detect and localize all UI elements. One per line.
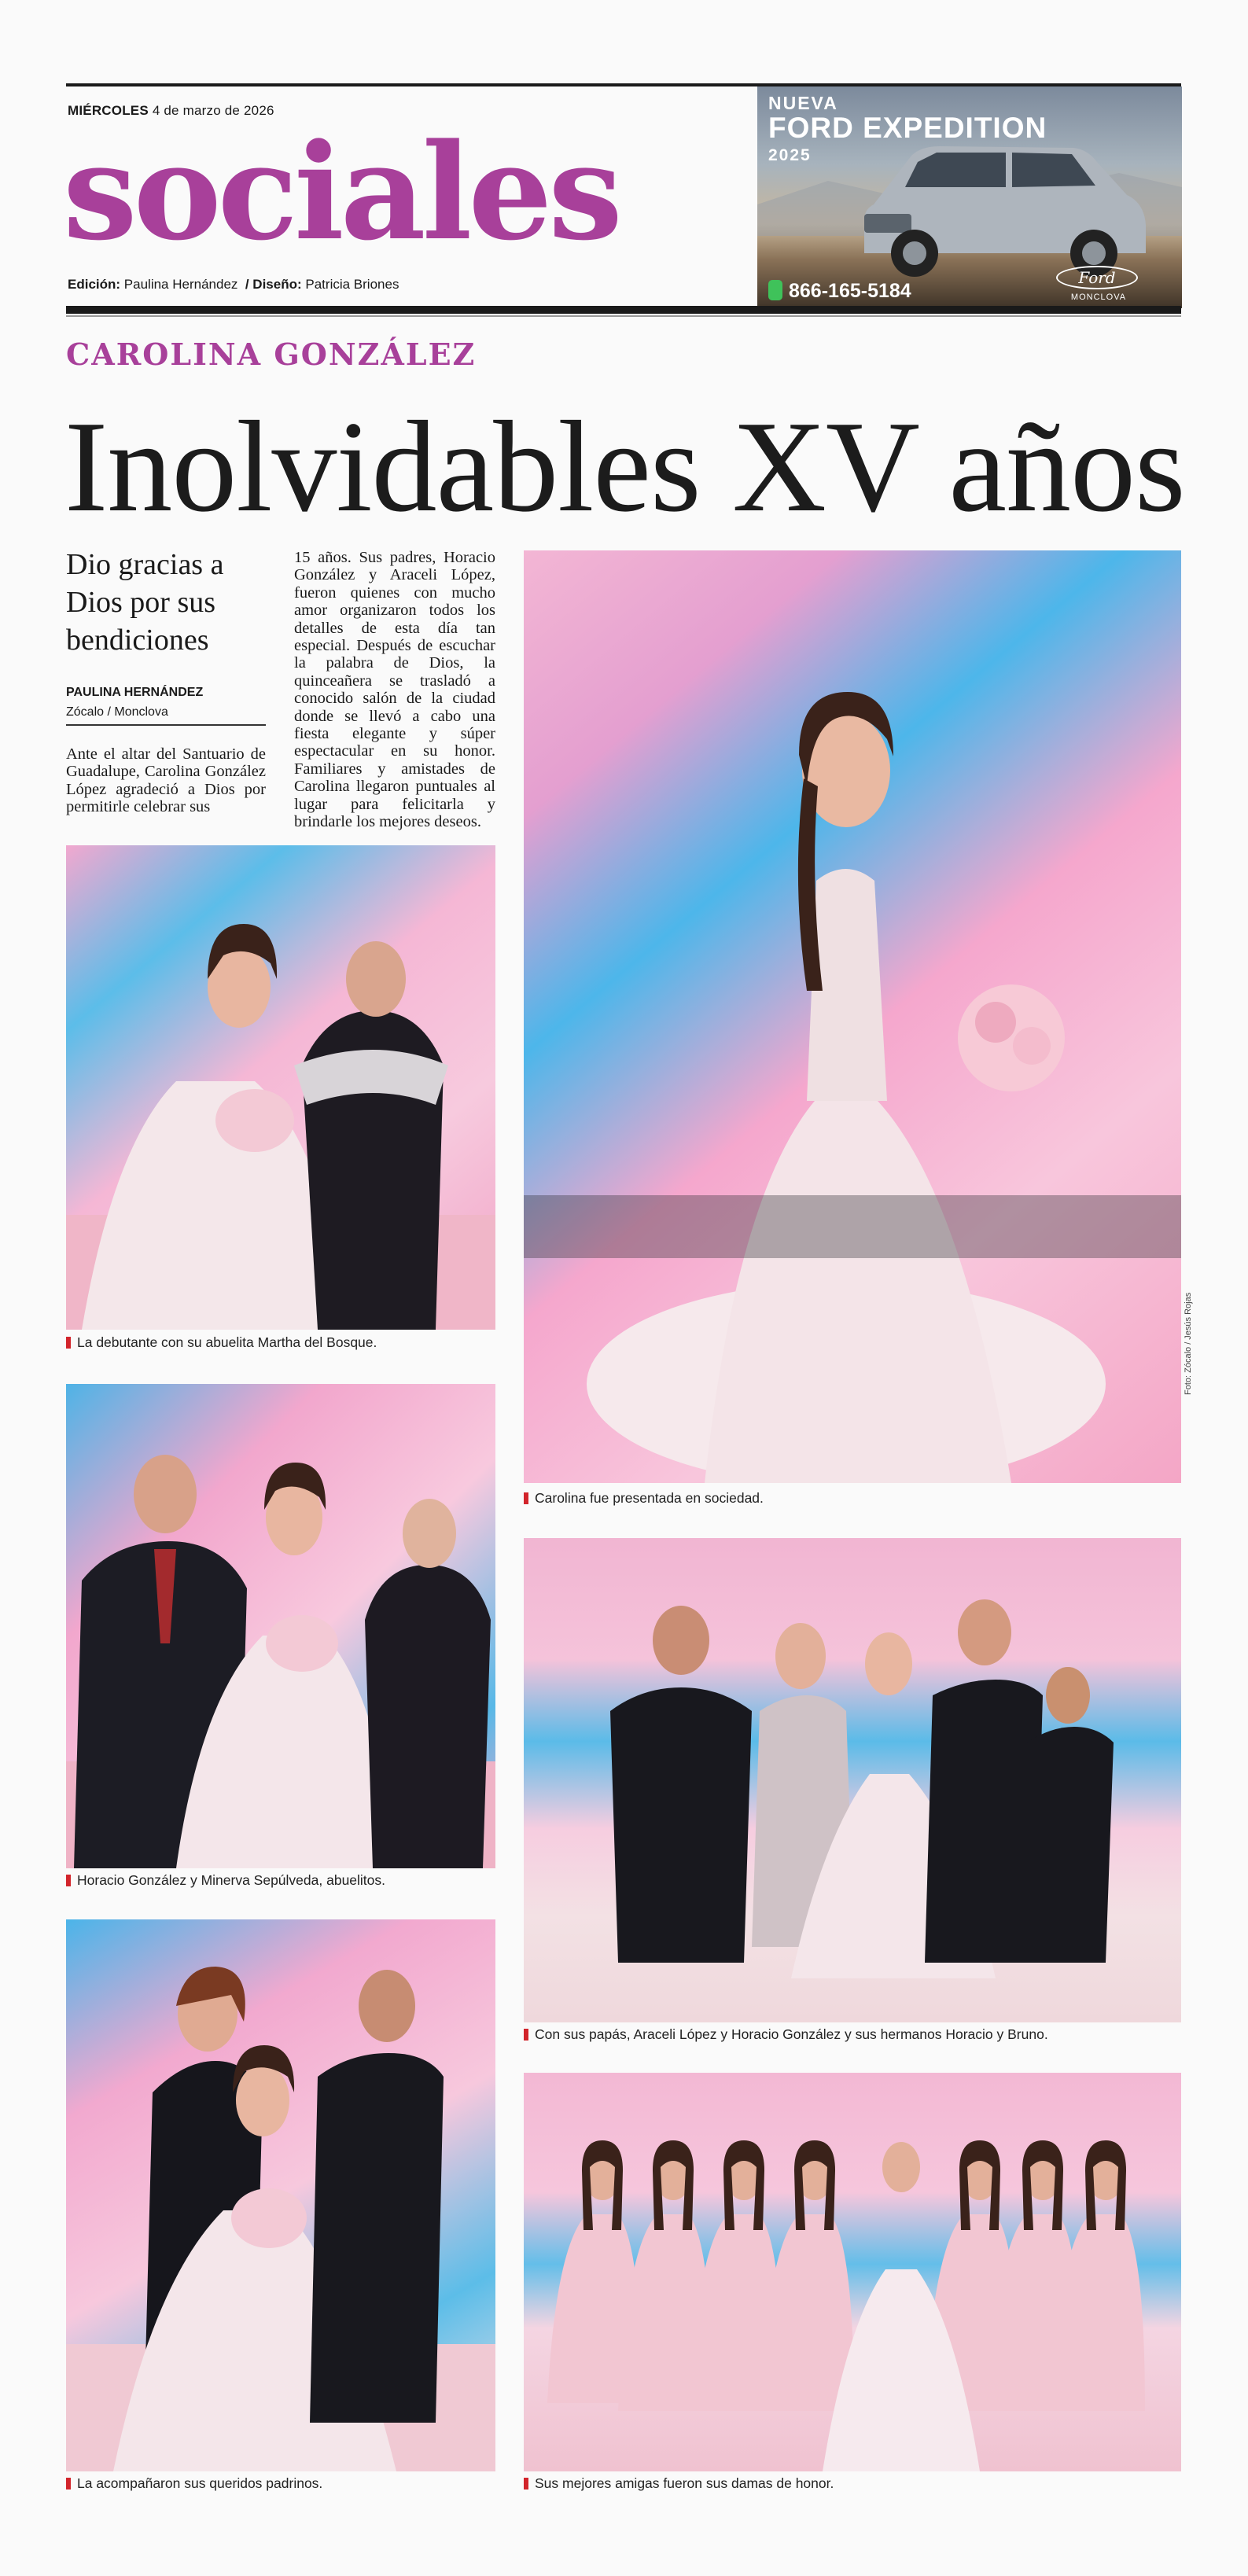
photo-credit: Foto: Zócalo / Jesús Rojas	[1184, 1292, 1193, 1395]
article-headline: Inolvidables XV años	[64, 394, 1185, 539]
ad-tag: NUEVA	[768, 93, 838, 113]
article-body-col2: 15 años. Sus padres, Horacio González y Araceli López, fueron quienes con mucho amor organizaron todos los detalles de esta día tan especial. Después de escuchar la palabra de Dios, la quinceañera se trasladó a conocido salón de la ciudad donde se llevó a cabo una fiesta elegante y súper espectacular en su honor. Familiares y amistades de Carolina llegaron puntuales al lugar para felicitarla y brindarle los mejores deseos.	[294, 549, 495, 831]
photo-damas	[524, 2073, 1181, 2471]
caption-main	[524, 1490, 764, 1507]
byline-rule	[66, 724, 266, 726]
article-kicker: CAROLINA GONZÁLEZ	[66, 337, 477, 372]
diseno-label: / Diseño:	[245, 277, 302, 292]
caption-marker	[524, 1492, 528, 1504]
article-subhead: Dio gracias a Dios por sus bendiciones	[66, 548, 224, 657]
whatsapp-icon	[768, 280, 782, 300]
caption-padrinos-text: La acompañaron sus queridos padrinos.	[77, 2475, 323, 2491]
photo-damas-figures	[524, 2073, 1181, 2471]
caption-damas-text: Sus mejores amigas fueron sus damas de honor.	[535, 2475, 834, 2491]
ad-phone-number: 866-165-5184	[789, 280, 911, 302]
photo-familia-figures	[524, 1538, 1181, 2022]
ad-year: 2025	[768, 146, 812, 164]
caption-damas	[524, 2475, 834, 2492]
edition-credits	[68, 277, 399, 293]
caption-padrinos	[66, 2475, 322, 2492]
ad-phone[interactable]	[768, 280, 911, 303]
dateline-day: MIÉRCOLES	[68, 103, 149, 118]
caption-abuelitos	[66, 1872, 385, 1889]
caption-marker	[66, 1337, 71, 1349]
masthead-bottom-rule	[66, 306, 1181, 314]
caption-marker	[524, 2478, 528, 2490]
caption-marker	[524, 2029, 528, 2041]
caption-familia-text: Con sus papás, Araceli López y Horacio González y sus hermanos Horacio y Bruno.	[535, 2026, 1048, 2042]
photo-familia	[524, 1538, 1181, 2022]
section-title: sociales	[63, 114, 619, 270]
byline-author: PAULINA HERNÁNDEZ	[66, 686, 204, 699]
photo-abuela-figures	[66, 845, 495, 1330]
ford-expedition-ad[interactable]	[757, 86, 1182, 308]
caption-abuela-text: La debutante con su abuelita Martha del Bosque.	[77, 1334, 377, 1350]
byline-source: Zócalo / Monclova	[66, 705, 168, 719]
caption-abuela	[66, 1334, 377, 1351]
photo-quinceanera-main	[524, 550, 1181, 1483]
photo-padrinos	[66, 1919, 495, 2471]
caption-abuelitos-text: Horacio González y Minerva Sepúlveda, abuelitos.	[77, 1872, 386, 1888]
ad-model: FORD EXPEDITION	[768, 112, 1047, 144]
article-body-col1: Ante el altar del Santuario de Guadalupe, Carolina González López agradeció a Dios por permitirle celebrar sus	[66, 745, 266, 816]
diseno-name: Patricia Briones	[305, 277, 399, 292]
figure-silhouette	[524, 550, 1181, 1483]
masthead-bottom-hairline	[66, 315, 1181, 317]
caption-marker	[66, 1875, 71, 1886]
caption-main-text: Carolina fue presentada en sociedad.	[535, 1490, 764, 1506]
ford-logo: Ford	[1056, 266, 1138, 289]
photo-padrinos-figures	[66, 1919, 495, 2471]
edicion-label: Edición:	[68, 277, 121, 292]
photo-abuela	[66, 845, 495, 1330]
caption-marker	[66, 2478, 71, 2490]
dateline-date: 4 de marzo de 2026	[152, 103, 274, 118]
photo-abuelitos	[66, 1384, 495, 1868]
caption-familia	[524, 2026, 1048, 2043]
suv-illustration	[864, 146, 1146, 277]
photo-abuelitos-figures	[66, 1384, 495, 1868]
edicion-name: Paulina Hernández	[123, 277, 238, 292]
ad-city: MONCLOVA	[1070, 293, 1127, 302]
